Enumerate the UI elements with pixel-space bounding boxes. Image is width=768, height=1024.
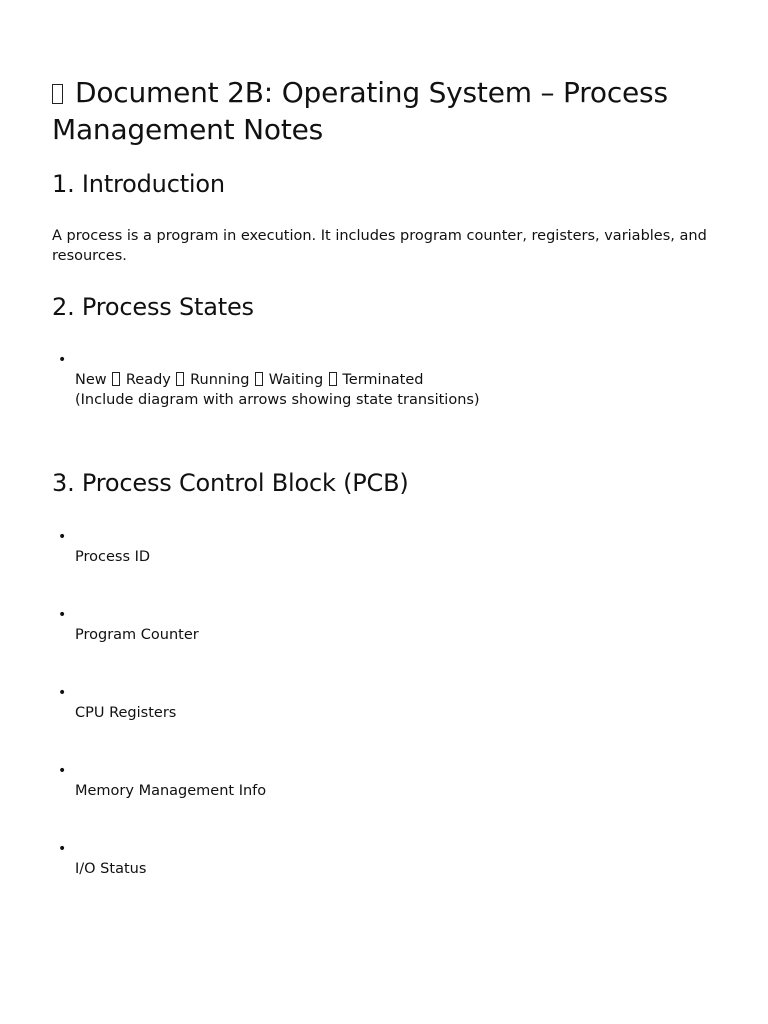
diagram-note: (Include diagram with arrows showing state transitions) xyxy=(75,392,480,408)
pcb-item-cpu-registers: CPU Registers xyxy=(75,705,177,721)
document-title-text: Document 2B: Operating System – Process Management Notes xyxy=(52,76,668,146)
list-item xyxy=(52,761,716,801)
bullet-icon: • xyxy=(58,685,67,701)
state-ready: Ready xyxy=(125,372,171,388)
state-new: New xyxy=(75,372,107,388)
pcb-item-program-counter: Program Counter xyxy=(75,627,199,643)
section-heading-pcb: 3. Process Control Block (PCB) xyxy=(52,469,409,497)
list-item xyxy=(52,839,716,879)
list-item xyxy=(52,605,716,645)
section-heading-process-states: 2. Process States xyxy=(52,293,254,321)
document-title xyxy=(52,74,716,148)
list-item xyxy=(52,527,716,567)
state-waiting: Waiting xyxy=(268,372,324,388)
state-terminated: Terminated xyxy=(342,372,424,388)
arrow-right-icon xyxy=(176,372,184,386)
bullet-icon: • xyxy=(58,763,67,779)
document-page xyxy=(52,70,716,879)
bullet-icon: • xyxy=(58,529,67,545)
bullet-icon: • xyxy=(58,607,67,623)
arrow-right-icon xyxy=(329,372,337,386)
bullet-icon: • xyxy=(58,352,67,368)
section-heading-introduction: 1. Introduction xyxy=(52,170,225,198)
state-flow-line xyxy=(75,370,716,390)
pcb-item-memory-management: Memory Management Info xyxy=(75,783,267,799)
arrow-right-icon xyxy=(112,372,120,386)
arrow-right-icon xyxy=(255,372,263,386)
list-item xyxy=(52,350,716,410)
pcb-item-process-id: Process ID xyxy=(75,549,151,565)
introduction-paragraph: A process is a program in execution. It includes program counter, registers, variables, and resources. xyxy=(52,228,707,264)
pcb-item-io-status: I/O Status xyxy=(75,861,147,877)
list-item xyxy=(52,683,716,723)
process-states-text xyxy=(75,350,716,410)
missing-glyph-icon xyxy=(52,84,63,104)
state-running: Running xyxy=(190,372,250,388)
bullet-icon: • xyxy=(58,841,67,857)
